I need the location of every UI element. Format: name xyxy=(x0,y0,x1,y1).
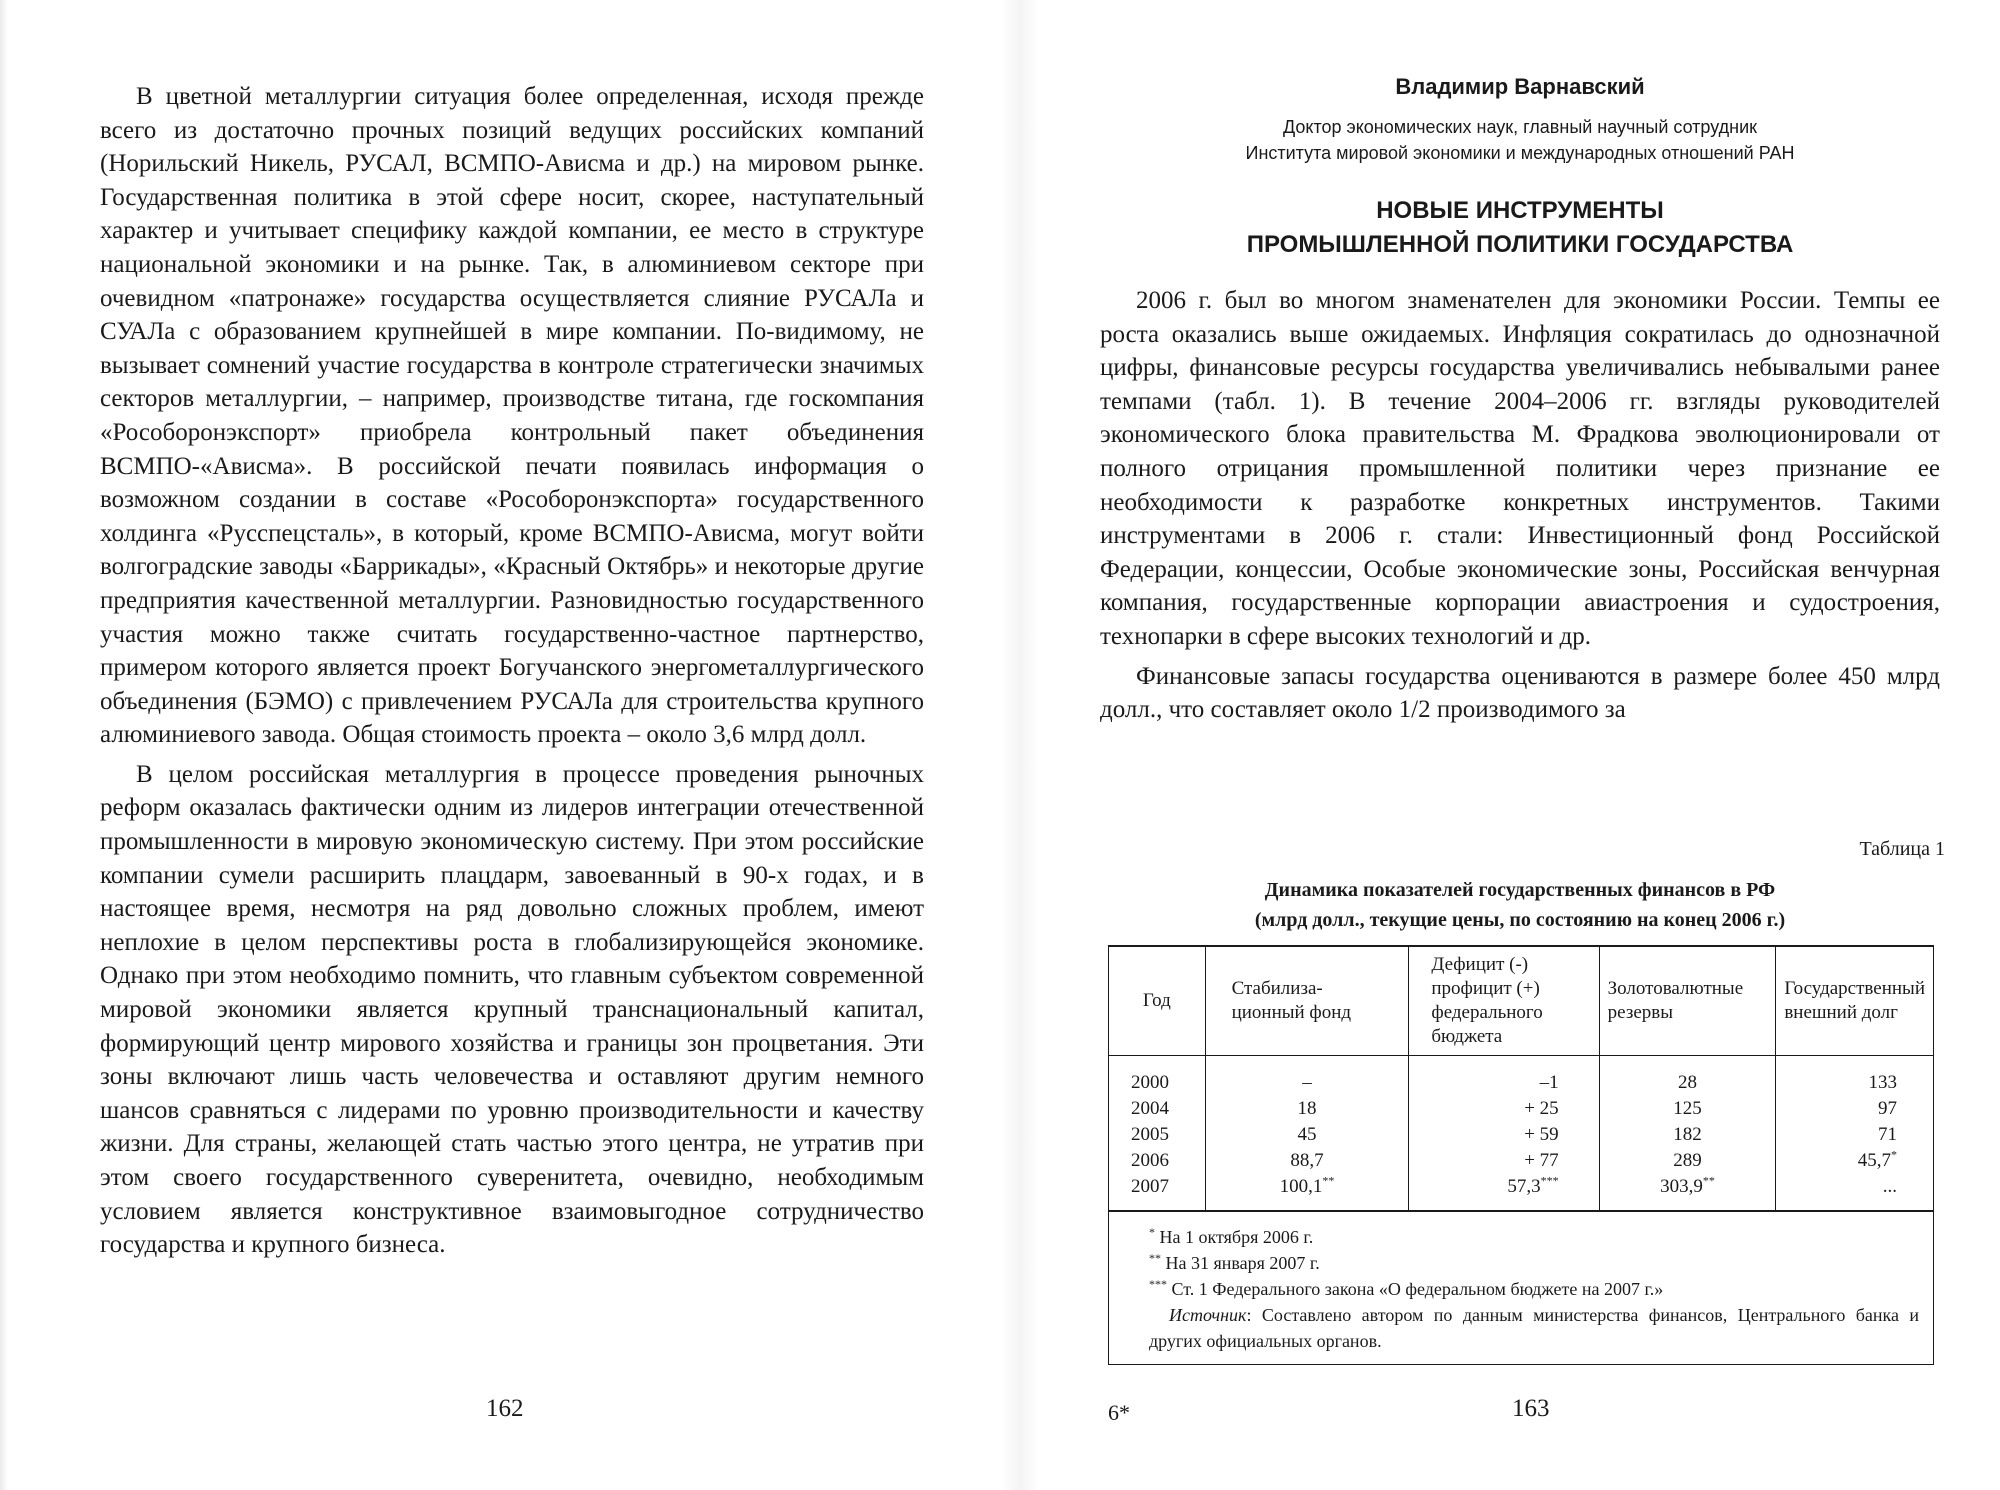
cell-stabilization-fund xyxy=(1205,1122,1409,1148)
cell-budget-deficit xyxy=(1409,1148,1599,1174)
cell-external-debt-value: 45,7 xyxy=(1857,1150,1891,1171)
table-row xyxy=(1109,1148,1934,1174)
cell-budget-deficit xyxy=(1409,1122,1599,1148)
table-title-line-2: (млрд долл., текущие цены, по состоянию на конец 2006 г.) xyxy=(1254,909,1786,931)
table-notes-row xyxy=(1109,1211,1934,1365)
cell-external-debt xyxy=(1776,1174,1934,1211)
right-paragraph-1: 2006 г. был во многом знаменателен для экономики России. Темпы ее роста оказались выше ожидаемых. Инфляция сократилась до однозначной цифры, финансовые ресурсы государства увеличивались небывалыми ранее темпами (табл. 1). В течение 2004–2006 гг. взгляды руководителей экономического блока правительства М. Фрадкова эволюционировали от полного отрицания промышленной политики через признание ее необходимости к разработке конкретных инструментов. Такими инструментами в 2006 г. стали: Инвестиционный фонд Российской Федерации, концессии, Особые экономические зоны, Российская венчурная компания, государственные корпорации авиастроения и судостроения, технопарки в сфере высоких технологий и др. xyxy=(1100,287,1940,650)
cell-external-debt-value: ... xyxy=(1882,1176,1897,1197)
author-title-line-2: Института мировой экономики и международных отношений РАН xyxy=(1245,143,1795,163)
cell-reserves xyxy=(1599,1148,1776,1174)
book-gutter xyxy=(1000,0,1040,1490)
note-1: * На 1 октября 2006 г. xyxy=(1149,1225,1314,1247)
cell-year: 2006 xyxy=(1109,1148,1206,1174)
source-label: Источник xyxy=(1169,1305,1247,1325)
cell-reserves xyxy=(1599,1122,1776,1148)
page-number-left: 162 xyxy=(486,1395,524,1422)
cell-budget-deficit xyxy=(1409,1096,1599,1122)
left-paragraph-1: В цветной металлургии ситуация более определенная, исходя прежде всего из достаточно прочных позиций ведущих российских компаний (Норильский Никель, РУСАЛ, ВСМПО-Ависма и др.) на мировом рынке. Государственная политика в этой сфере носит, скорее, наступательный характер и учитывает специфику каждой компании, ее место в структуре национальной экономики и на рынке. Так, в алюминиевом секторе при очевидном «патронаже» государства осуществляется слияние РУСАЛа и СУАЛа с образованием крупнейшей в мире компании. По-видимому, не вызывает сомнений участие государства в контроле стратегически значимых секторов металлургии, – например, производстве титана, где госкомпания «Рособоронэкспорт» приобрела контрольный пакет объединения ВСМПО-«Ависма». В российской печати появилась информация о возможном создании в составе «Рособоронэкспорта» государственного холдинга «Русспецсталь», в который, кроме ВСМПО-Ависма, могут войти волгоградские заводы «Баррикады», «Красный Октябрь» и некоторые другие предприятия качественной металлургии. Разновидностью государственного участия можно также считать государственно-частное партнерство, примером которого является проект Богучанского энергометаллургического объединения (БЭМО) с привлечением РУСАЛа для строительства крупного алюминиевого завода. Общая стоимость проекта – около 3,6 млрд долл. xyxy=(100,83,924,749)
signature-mark: 6* xyxy=(1108,1400,1130,1425)
cell-stabilization-fund-footnote-mark: ** xyxy=(1322,1173,1335,1188)
cell-budget-deficit-value: + 25 xyxy=(1524,1098,1559,1119)
cell-reserves-value: 125 xyxy=(1673,1098,1702,1119)
cell-stabilization-fund-value: 45 xyxy=(1297,1124,1317,1145)
cell-stabilization-fund-value: 18 xyxy=(1297,1098,1317,1119)
article-title-line-1: НОВЫЕ ИНСТРУМЕНТЫ xyxy=(1376,197,1664,224)
cell-external-debt-value: 71 xyxy=(1878,1124,1897,1145)
page-edge-shadow xyxy=(0,0,8,1490)
author-title-line-1: Доктор экономических наук, главный научный сотрудник xyxy=(1282,117,1758,137)
cell-external-debt xyxy=(1776,1148,1934,1174)
cell-reserves-value: 28 xyxy=(1677,1072,1697,1093)
cell-reserves xyxy=(1599,1096,1776,1122)
cell-reserves-value: 182 xyxy=(1673,1124,1702,1145)
source-text: : Составлено автором по данным министерства финансов, Центрального банка и других официальных органов. xyxy=(1149,1305,1919,1351)
table-title-line-1: Динамика показателей государственных финансов в РФ xyxy=(1264,879,1776,901)
cell-stabilization-fund xyxy=(1205,1174,1409,1211)
right-paragraph-2: Финансовые запасы государства оцениваются в размере более 450 млрд долл., что составляет около 1/2 производимого за xyxy=(1100,662,1940,724)
cell-external-debt xyxy=(1776,1096,1934,1122)
page-number-right: 163 xyxy=(1512,1395,1550,1422)
cell-reserves-value: 289 xyxy=(1673,1150,1702,1171)
note-3: *** Ст. 1 Федерального закона «О федеральном бюджете на 2007 г.» xyxy=(1149,1277,1664,1299)
cell-external-debt-value: 97 xyxy=(1878,1098,1897,1119)
table-row xyxy=(1109,1056,1934,1097)
table-notes xyxy=(1109,1211,1934,1365)
author-credentials xyxy=(1040,114,2000,166)
cell-reserves xyxy=(1599,1174,1776,1211)
right-body-text xyxy=(1100,284,1940,733)
header-year: Год xyxy=(1109,946,1206,1056)
table-row xyxy=(1109,1122,1934,1148)
cell-external-debt-value: 133 xyxy=(1868,1072,1897,1093)
author-name: Владимир Варнавский xyxy=(1395,74,1645,99)
table-label: Таблица 1 xyxy=(1859,838,1945,860)
cell-year: 2000 xyxy=(1109,1056,1206,1097)
table-header-row xyxy=(1109,946,1934,1056)
cell-reserves xyxy=(1599,1056,1776,1097)
cell-stabilization-fund xyxy=(1205,1056,1409,1097)
cell-budget-deficit xyxy=(1409,1174,1599,1211)
cell-stabilization-fund xyxy=(1205,1148,1409,1174)
header-external-debt: Государственный внешний долг xyxy=(1776,946,1934,1056)
cell-budget-deficit-value: 57,3 xyxy=(1507,1176,1541,1197)
table-row xyxy=(1109,1174,1934,1211)
cell-budget-deficit-value: –1 xyxy=(1539,1072,1559,1093)
cell-budget-deficit-value: + 77 xyxy=(1524,1150,1559,1171)
cell-budget-deficit xyxy=(1409,1056,1599,1097)
cell-stabilization-fund-value: 100,1 xyxy=(1279,1176,1323,1197)
cell-reserves-footnote-mark: ** xyxy=(1702,1173,1715,1188)
cell-external-debt xyxy=(1776,1122,1934,1148)
cell-reserves-value: 303,9 xyxy=(1660,1176,1703,1197)
cell-stabilization-fund-value: – xyxy=(1302,1072,1312,1093)
cell-external-debt xyxy=(1776,1056,1934,1097)
right-page xyxy=(1040,0,2000,1490)
cell-year: 2005 xyxy=(1109,1122,1206,1148)
finance-table xyxy=(1108,945,1934,1365)
table-source-note xyxy=(1149,1302,1919,1354)
header-budget-deficit: Дефицит (-) профицит (+) федерального бюджета xyxy=(1409,946,1599,1056)
cell-stabilization-fund xyxy=(1205,1096,1409,1122)
header-stabilization-fund: Стабилиза- ционный фонд xyxy=(1205,946,1409,1056)
left-paragraph-2: В целом российская металлургия в процессе проведения рыночных реформ оказалась фактически одним из лидеров интеграции отечественной промышленности в мировую экономическую систему. При этом российские компании сумели расширить плацдарм, завоеванный в 90-х годах, и в настоящее время, несмотря на ряд довольно сложных проблем, имеют неплохие в целом перспективы роста в глобализирующейся экономике. Однако при этом необходимо помнить, что главным субъектом современной мировой экономики является крупный транснациональный капитал, формирующий центр мирового хозяйства и границы зон процветания. Эти зоны включают лишь часть человечества и оставляют другим немного шансов сравняться с лидерами по уровню производительности и качеству жизни. Для страны, желающей стать частью этого центра, не утратив при этом своего государственного суверенитета, очевидно, необходимым условием является конструктивное взаимовыгодное сотрудничество государства и крупного бизнеса. xyxy=(100,760,924,1259)
table-title xyxy=(1100,875,1940,935)
cell-year: 2004 xyxy=(1109,1096,1206,1122)
cell-stabilization-fund-value: 88,7 xyxy=(1290,1150,1324,1171)
cell-year: 2007 xyxy=(1109,1174,1206,1211)
table-row xyxy=(1109,1096,1934,1122)
header-reserves: Золотовалютные резервы xyxy=(1599,946,1776,1056)
cell-budget-deficit-value: + 59 xyxy=(1524,1124,1559,1145)
article-title-line-2: ПРОМЫШЛЕННОЙ ПОЛИТИКИ ГОСУДАРСТВА xyxy=(1246,231,1794,258)
left-body-text xyxy=(100,80,924,1268)
table-body xyxy=(1109,1056,1934,1212)
article-title xyxy=(1040,194,2000,262)
cell-external-debt-footnote-mark: * xyxy=(1891,1147,1897,1162)
cell-budget-deficit-footnote-mark: *** xyxy=(1540,1173,1559,1188)
note-2: ** На 31 января 2007 г. xyxy=(1149,1251,1320,1273)
